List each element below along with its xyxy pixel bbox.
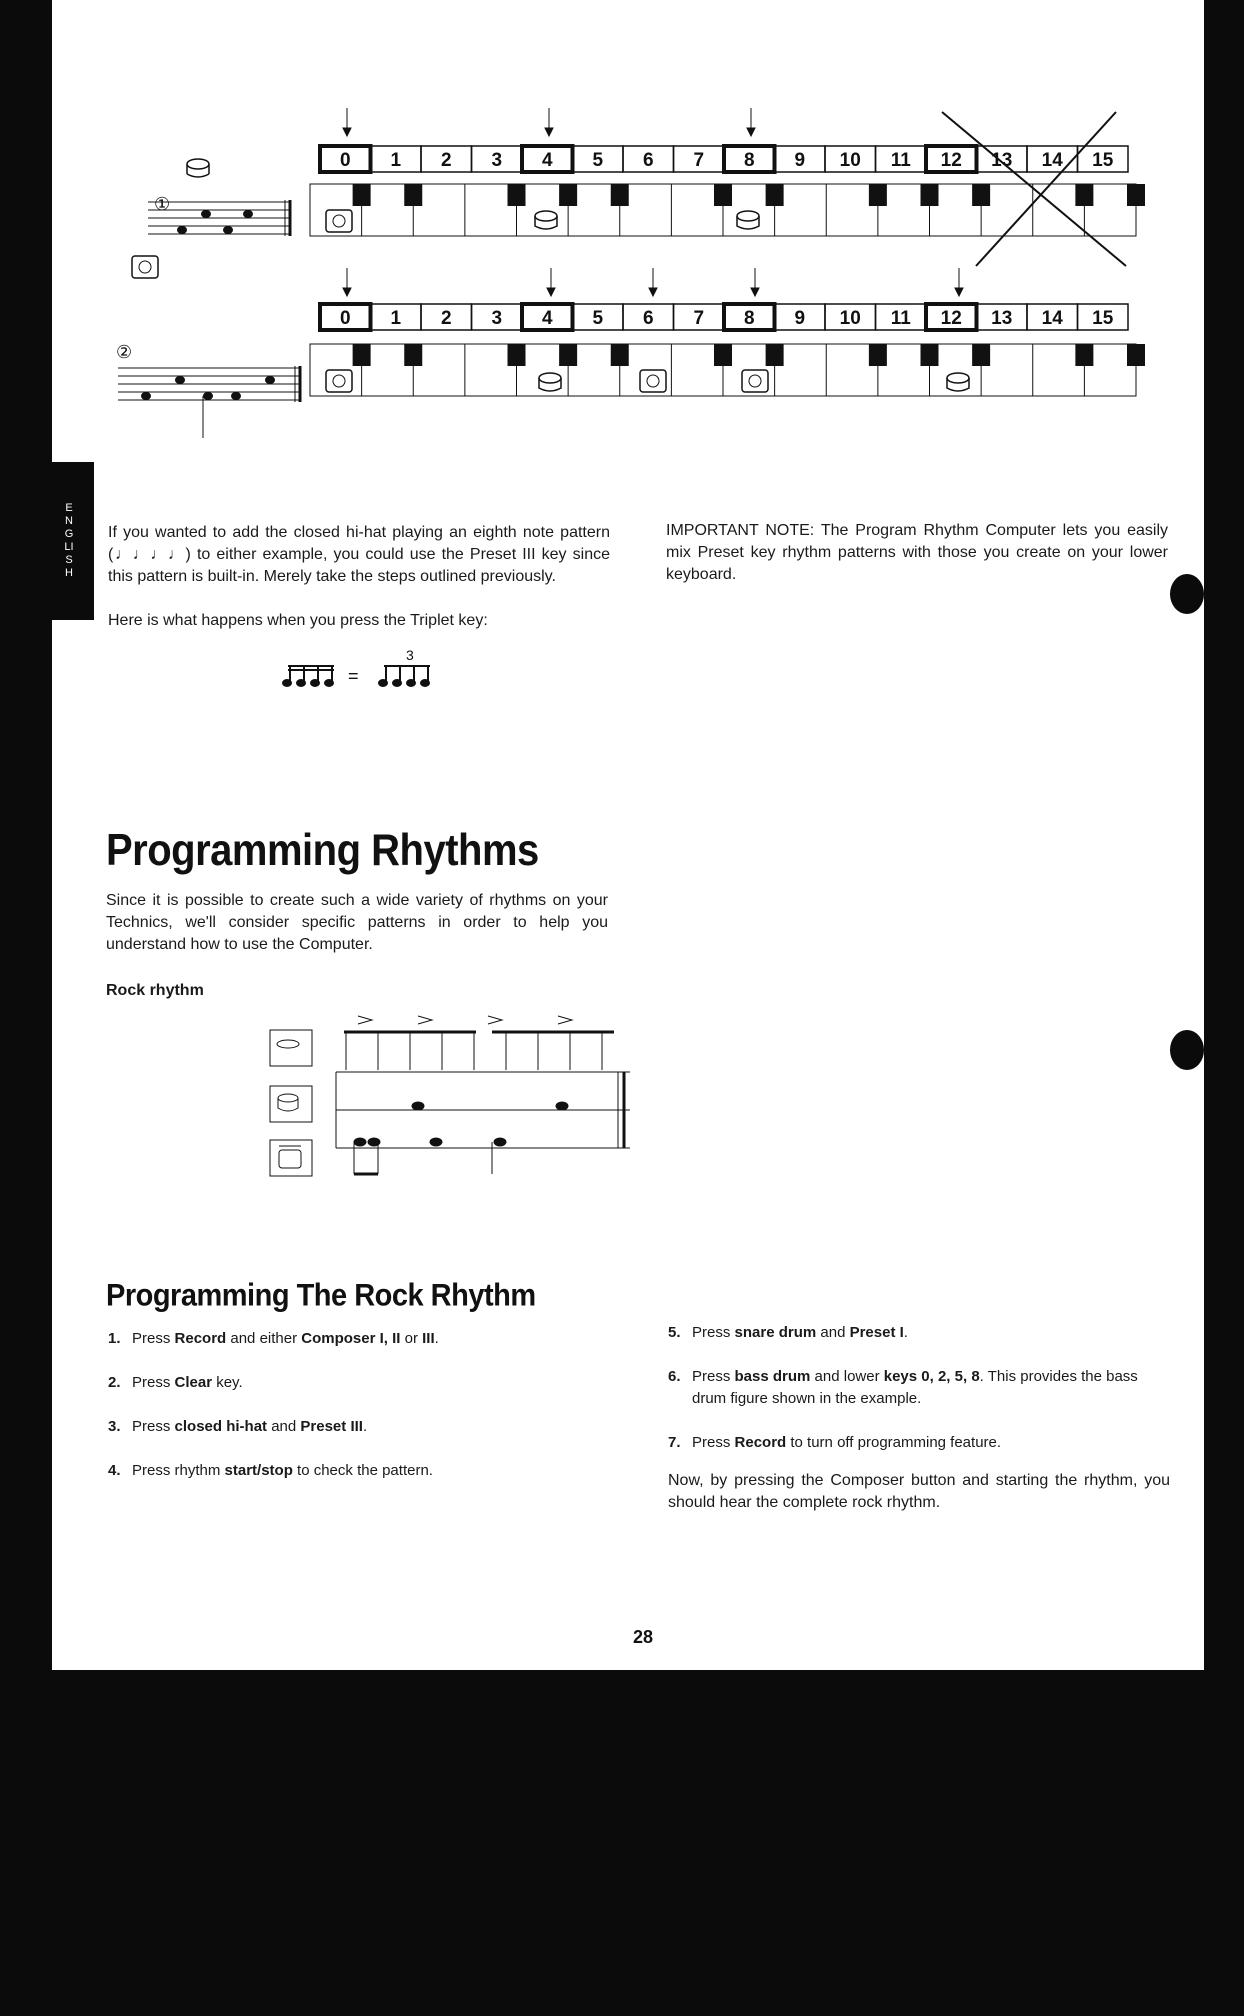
step-number: 15 [1092, 308, 1114, 329]
example2-diagram [110, 268, 1150, 448]
black-key [353, 184, 371, 206]
black-key [404, 184, 422, 206]
step-number: 3 [491, 150, 503, 171]
step-number: 9 [794, 150, 806, 171]
step-keyword: Record [734, 1434, 787, 1451]
step-arrows [343, 108, 755, 136]
step-keyword: closed hi-hat [174, 1418, 268, 1435]
step-text: Press [692, 1434, 735, 1451]
step-text: . [434, 1330, 439, 1347]
rock-rhythm-label: Rock rhythm [106, 982, 204, 999]
example2-step-row [320, 304, 1128, 330]
step-keyword: bass drum [734, 1368, 811, 1385]
step-text: Press rhythm [132, 1462, 225, 1479]
step-text: to turn off programming feature. [786, 1434, 1002, 1451]
black-key [869, 184, 887, 206]
black-key [508, 344, 526, 366]
black-key [611, 344, 629, 366]
hi-hat-icon [270, 1030, 312, 1066]
step-text: and [267, 1418, 301, 1435]
steps-list-left [108, 1328, 628, 1504]
language-tab-label: ENGLISH [64, 502, 74, 579]
snare-drum-icon [187, 159, 209, 177]
step-text: . [362, 1418, 368, 1435]
black-key [714, 344, 732, 366]
step-text: Press [692, 1324, 735, 1341]
bass-drum-icon [742, 370, 768, 392]
keyboard-graphic [310, 344, 1145, 396]
triplet-paragraph: Here is what happens when you press the Triplet key: [108, 612, 488, 629]
step-keyword: III [422, 1330, 435, 1347]
example2-marker: ② [116, 342, 133, 362]
step-number: 8 [743, 150, 755, 171]
step-keyword: Composer I, II [301, 1330, 401, 1347]
step-number: 1 [390, 150, 402, 171]
step-number: 6 [642, 150, 654, 171]
cross-out-mark [942, 112, 1126, 266]
black-key [714, 184, 732, 206]
step-number: 11 [890, 308, 911, 329]
step-number: 10 [839, 308, 861, 329]
bass-drum-icon [270, 1140, 312, 1176]
example1-diagram [130, 100, 1150, 280]
black-key [921, 344, 939, 366]
bass-drum-icon [326, 370, 352, 392]
step-item [108, 1416, 628, 1438]
step-number: 13 [991, 150, 1013, 171]
step-text: Press [692, 1368, 735, 1385]
snare-drum-icon [539, 373, 561, 391]
triplet-number: 3 [406, 647, 414, 663]
step-number: 4. [108, 1462, 121, 1479]
black-key [766, 184, 784, 206]
binder-hole [1170, 1030, 1204, 1070]
step-number: 6. [668, 1368, 681, 1385]
closing-paragraph: Now, by pressing the Composer button and starting the rhythm, you should hear the complete rock rhythm. [668, 1472, 1170, 1511]
black-key [869, 344, 887, 366]
step-number: 4 [541, 150, 553, 171]
step-number: 8 [743, 308, 755, 329]
step-text: to check the pattern. [292, 1462, 433, 1479]
step-text: and [816, 1324, 850, 1341]
step-number: 1 [390, 308, 402, 329]
steps-list-right [668, 1322, 1170, 1476]
music-staff [118, 366, 300, 438]
step-text: Press [132, 1418, 175, 1435]
section-heading-programming-rock: Programming The Rock Rhythm [106, 1278, 536, 1314]
step-number: 2 [440, 308, 452, 329]
black-key [611, 184, 629, 206]
step-number: 9 [794, 308, 806, 329]
language-tab [44, 462, 94, 620]
step-keyword: keys 0, 2, 5, 8 [883, 1368, 980, 1385]
step-text: and either [226, 1330, 302, 1347]
keyboard-graphic [310, 184, 1145, 236]
example1-marker: ① [154, 194, 171, 214]
step-text: . [903, 1324, 908, 1341]
step-number: 7. [668, 1434, 681, 1451]
step-item [668, 1432, 1170, 1454]
step-number: 3 [491, 308, 503, 329]
black-key [972, 184, 990, 206]
step-number: 1. [108, 1330, 121, 1347]
hi-hat-paragraph: If you wanted to add the closed hi-hat playing an eighth note pattern (♩♩♩♩) to either example, you could use the Preset III key since this pattern is built-in. Merely take the steps outlined previously. [108, 524, 610, 585]
step-item [668, 1366, 1170, 1410]
step-text: or [400, 1330, 423, 1347]
step-arrows [343, 268, 963, 296]
black-key [353, 344, 371, 366]
black-key [921, 184, 939, 206]
black-key [559, 184, 577, 206]
step-number: 13 [991, 308, 1013, 329]
step-number: 5 [592, 308, 604, 329]
bass-drum-icon [326, 210, 352, 232]
black-key [1075, 184, 1093, 206]
step-item [668, 1322, 1170, 1344]
step-number: 15 [1092, 150, 1114, 171]
step-item [108, 1460, 628, 1482]
step-number: 0 [339, 308, 351, 329]
black-key [972, 344, 990, 366]
black-key [404, 344, 422, 366]
black-key [508, 184, 526, 206]
step-text: Press [132, 1374, 175, 1391]
triplet-figure [282, 646, 462, 692]
step-number: 5. [668, 1324, 681, 1341]
step-number: 7 [693, 150, 705, 171]
step-keyword: start/stop [224, 1462, 293, 1479]
step-keyword: Record [174, 1330, 227, 1347]
step-number: 0 [339, 150, 351, 171]
section-intro: Since it is possible to create such a wide variety of rhythms on your Technics, we'll consider specific patterns in order to help you understand how to use the Computer. [106, 892, 608, 953]
step-number: 12 [940, 150, 962, 171]
bass-drum-icon [640, 370, 666, 392]
step-number: 6 [642, 308, 654, 329]
step-item [108, 1372, 628, 1394]
binder-hole [1170, 574, 1204, 614]
step-number: 2 [440, 150, 452, 171]
snare-drum-icon [737, 211, 759, 229]
equals-sign: = [348, 666, 359, 686]
black-key [1127, 344, 1145, 366]
black-key [766, 344, 784, 366]
black-key [1127, 184, 1145, 206]
step-keyword: Clear [174, 1374, 213, 1391]
example1-step-row [320, 146, 1128, 172]
snare-drum-icon [270, 1086, 312, 1122]
step-item [108, 1328, 628, 1350]
rock-rhythm-score [268, 1010, 638, 1190]
step-number: 5 [592, 150, 604, 171]
step-text: key. [212, 1374, 243, 1391]
step-number: 10 [839, 150, 861, 171]
step-text: and lower [810, 1368, 884, 1385]
black-key [1075, 344, 1093, 366]
step-number: 7 [693, 308, 705, 329]
step-text: Press [132, 1330, 175, 1347]
step-keyword: snare drum [734, 1324, 817, 1341]
step-keyword: Preset I [849, 1324, 904, 1341]
step-keyword: Preset III [300, 1418, 363, 1435]
section-heading-programming-rhythms: Programming Rhythms [106, 826, 539, 876]
snare-drum-icon [947, 373, 969, 391]
step-number: 14 [1041, 150, 1063, 171]
step-number: 12 [940, 308, 962, 329]
step-number: 14 [1041, 308, 1063, 329]
snare-drum-icon [535, 211, 557, 229]
black-key [559, 344, 577, 366]
step-number: 3. [108, 1418, 121, 1435]
step-number: 2. [108, 1374, 121, 1391]
step-number: 11 [890, 150, 911, 171]
step-text: . This provides the bass drum figure shown in the example. [692, 1368, 1138, 1407]
important-note: IMPORTANT NOTE: The Program Rhythm Computer lets you easily mix Preset key rhythm patterns with those you create on your lower keyboard. [666, 522, 1168, 583]
step-number: 4 [541, 308, 553, 329]
page-number: 28 [633, 1627, 654, 1647]
